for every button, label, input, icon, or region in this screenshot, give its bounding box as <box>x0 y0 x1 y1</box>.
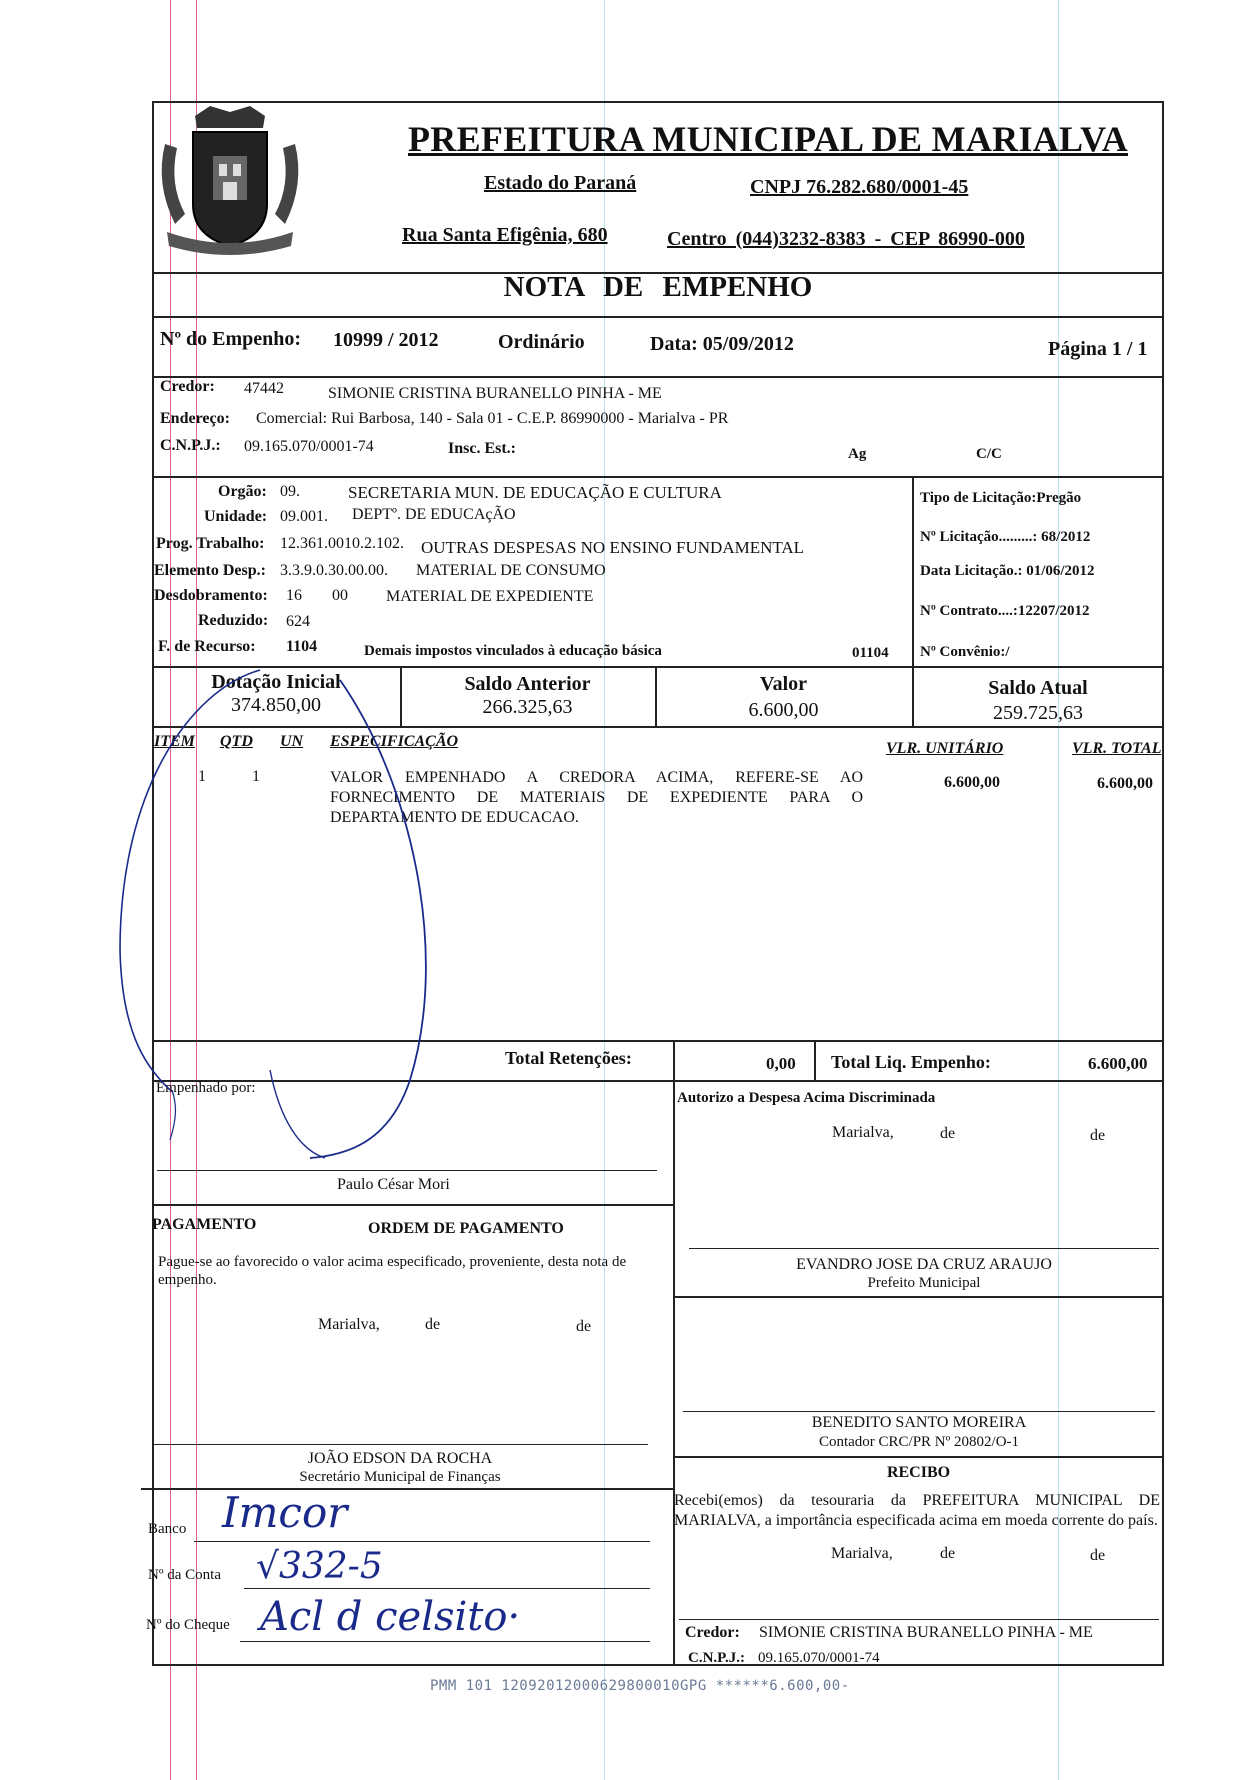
numero-convenio: Nº Convênio:/ <box>920 644 1010 660</box>
saldo-atual-value: 259.725,63 <box>993 702 1083 724</box>
prefeito-title: Prefeito Municipal <box>867 1275 981 1291</box>
col-vlr-unitario: VLR. UNITÁRIO <box>886 740 1004 757</box>
col-vlr-total: VLR. TOTAL <box>1072 740 1162 757</box>
banco-label: Banco <box>148 1521 187 1537</box>
conta-label: Nº da Conta <box>148 1567 221 1583</box>
document-title: NOTA DE EMPENHO <box>503 271 813 303</box>
tipo-licitacao: Tipo de Licitação:Pregão <box>920 490 1082 506</box>
account-label: C/C <box>976 446 1002 462</box>
coat-of-arms-icon <box>155 104 305 262</box>
unidade-name: DEPTº. DE EDUCAçÃO <box>352 506 516 523</box>
recibo-credor-name: SIMONIE CRISTINA BURANELLO PINHA - ME <box>759 1624 1093 1641</box>
unidade-code: 09.001. <box>280 508 328 525</box>
total-liquido-label: Total Liq. Empenho: <box>831 1052 991 1072</box>
row-vlr-unitario: 6.600,00 <box>944 774 1000 791</box>
orgao-code: 09. <box>280 483 300 500</box>
credor-code: 47442 <box>244 380 284 397</box>
recurso-code: 1104 <box>286 638 318 655</box>
desdobramento-label: Desdobramento: <box>154 587 268 604</box>
recurso-name: Demais impostos vinculados à educação básica <box>364 643 662 659</box>
saldo-anterior-label: Saldo Anterior <box>464 673 591 695</box>
district-phone-cep: Centro (044)3232-8383 - CEP 86990-000 <box>667 228 1025 250</box>
credor-address: Comercial: Rui Barbosa, 140 - Sala 01 - C.E.P. 86990000 - Marialva - PR <box>256 410 729 427</box>
col-item: ITEM <box>154 733 195 750</box>
recurso-label: F. de Recurso: <box>158 638 256 655</box>
autorizo-de-1: de <box>940 1125 956 1142</box>
numero-licitacao: Nº Licitação.........: 68/2012 <box>920 529 1091 545</box>
cnpj-label: C.N.P.J.: <box>160 437 221 454</box>
elemento-name: MATERIAL DE CONSUMO <box>416 562 606 579</box>
total-liquido-value: 6.600,00 <box>1088 1054 1148 1073</box>
cheque-handwritten: Acl d celsito· <box>260 1594 521 1640</box>
credor-name: SIMONIE CRISTINA BURANELLO PINHA - ME <box>328 385 662 402</box>
prefeito-name: EVANDRO JOSE DA CRUZ ARAUJO <box>796 1256 1052 1273</box>
street-address: Rua Santa Efigênia, 680 <box>402 224 608 246</box>
col-un: UN <box>280 733 304 750</box>
saldo-anterior-value: 266.325,63 <box>482 696 573 718</box>
ordem-pagamento-label: ORDEM DE PAGAMENTO <box>368 1220 564 1237</box>
elemento-code: 3.3.9.0.30.00.00. <box>280 562 388 579</box>
recibo-cnpj-label: C.N.P.J.: <box>688 1650 745 1666</box>
municipality-title: PREFEITURA MUNICIPAL DE MARIALVA <box>408 119 1129 159</box>
row-item: 1 <box>198 768 206 785</box>
prog-name: OUTRAS DESPESAS NO ENSINO FUNDAMENTAL <box>421 538 805 557</box>
desdobramento-code: 16 <box>286 587 302 604</box>
elemento-label: Elemento Desp.: <box>154 562 266 579</box>
footer-barcode-text: PMM 101 12092012000629800010GPG ******6.600,00- <box>430 1678 850 1694</box>
conta-handwritten: √332-5 <box>256 1546 383 1587</box>
dotacao-label: Dotação Inicial <box>211 671 341 693</box>
empenhado-por-name: Paulo César Mori <box>337 1176 450 1193</box>
municipality-cnpj: CNPJ 76.282.680/0001-45 <box>750 176 969 198</box>
recibo-text: Recebi(emos) da tesouraria da PREFEITURA MUNICIPAL DE MARIALVA, a importância especificada acima em moeda corrente do país. <box>674 1492 1160 1529</box>
state-name: Estado do Paraná <box>484 172 637 194</box>
retencoes-value: 0,00 <box>766 1054 796 1073</box>
empenho-number: 10999 / 2012 <box>333 329 439 351</box>
dotacao-value: 374.850,00 <box>231 694 321 716</box>
credor-cnpj: 09.165.070/0001-74 <box>244 438 374 455</box>
desdobramento-sub: 00 <box>332 587 348 604</box>
banco-handwritten: Imcor <box>222 1488 348 1537</box>
autorizo-de-2: de <box>1090 1127 1106 1144</box>
cheque-label: Nº do Cheque <box>146 1617 230 1633</box>
empenho-number-label: Nº do Empenho: <box>160 328 302 350</box>
recibo-cnpj: 09.165.070/0001-74 <box>758 1650 880 1666</box>
autorizo-text: Autorizo a Despesa Acima Discriminada <box>677 1090 936 1106</box>
saldo-atual-label: Saldo Atual <box>988 677 1088 699</box>
row-vlr-total: 6.600,00 <box>1097 775 1153 792</box>
recibo-label: RECIBO <box>886 1464 951 1481</box>
pagamento-city: Marialva, <box>318 1316 380 1333</box>
pague-se-text: Pague-se ao favorecido o valor acima especificado, proveniente, desta nota de empenho. <box>158 1254 627 1288</box>
credor-label: Credor: <box>160 378 215 395</box>
agency-label: Ag <box>848 446 867 462</box>
orgao-name: SECRETARIA MUN. DE EDUCAÇÃO E CULTURA <box>348 483 722 502</box>
recibo-city: Marialva, <box>831 1545 893 1562</box>
secretario-title: Secretário Municipal de Finanças <box>299 1469 501 1485</box>
numero-contrato: Nº Contrato....:12207/2012 <box>920 603 1090 619</box>
orgao-label: Orgão: <box>218 483 267 500</box>
unidade-label: Unidade: <box>204 508 268 525</box>
retencoes-label: Total Retenções: <box>505 1048 632 1068</box>
page-indicator: Página 1 / 1 <box>1048 338 1148 360</box>
contador-title: Contador CRC/PR Nº 20802/O-1 <box>818 1434 1020 1450</box>
pagamento-label: PAGAMENTO <box>152 1216 257 1233</box>
recibo-de-1: de <box>940 1545 956 1562</box>
reduzido-value: 624 <box>286 613 310 630</box>
prog-label: Prog. Trabalho: <box>156 535 265 552</box>
reduzido-label: Reduzido: <box>198 612 269 629</box>
secretario-name: JOÃO EDSON DA ROCHA <box>307 1450 493 1467</box>
recurso-number: 01104 <box>852 645 889 661</box>
row-qtd: 1 <box>252 768 260 785</box>
col-qtd: QTD <box>220 733 253 750</box>
pagamento-de-1: de <box>425 1316 441 1333</box>
autorizo-city: Marialva, <box>832 1124 894 1141</box>
valor-value: 6.600,00 <box>748 699 819 721</box>
address-label: Endereço: <box>160 410 230 427</box>
pagamento-de-2: de <box>576 1318 592 1335</box>
empenhado-por-label: Empenhado por: <box>156 1080 256 1096</box>
empenho-date: Data: 05/09/2012 <box>650 333 794 355</box>
recibo-de-2: de <box>1090 1547 1106 1564</box>
prog-code: 12.361.0010.2.102. <box>280 535 404 552</box>
data-licitacao: Data Licitação.: 01/06/2012 <box>920 563 1095 579</box>
contador-name: BENEDITO SANTO MOREIRA <box>811 1414 1027 1431</box>
row-especificacao: VALOR EMPENHADO A CREDORA ACIMA, REFERE-SE AO FORNECIMENTO DE MATERIAIS DE EXPEDIENTE PARA O DEPARTAMENTO DE EDUCACAO. <box>330 769 863 826</box>
empenho-type: Ordinário <box>498 331 585 353</box>
desdobramento-name: MATERIAL DE EXPEDIENTE <box>386 588 594 605</box>
recibo-credor-label: Credor: <box>685 1624 740 1641</box>
col-especificacao: ESPECIFICAÇÃO <box>330 733 459 750</box>
signature-loop-icon <box>110 650 490 1170</box>
insc-est-label: Insc. Est.: <box>448 440 517 457</box>
valor-label: Valor <box>759 673 808 695</box>
